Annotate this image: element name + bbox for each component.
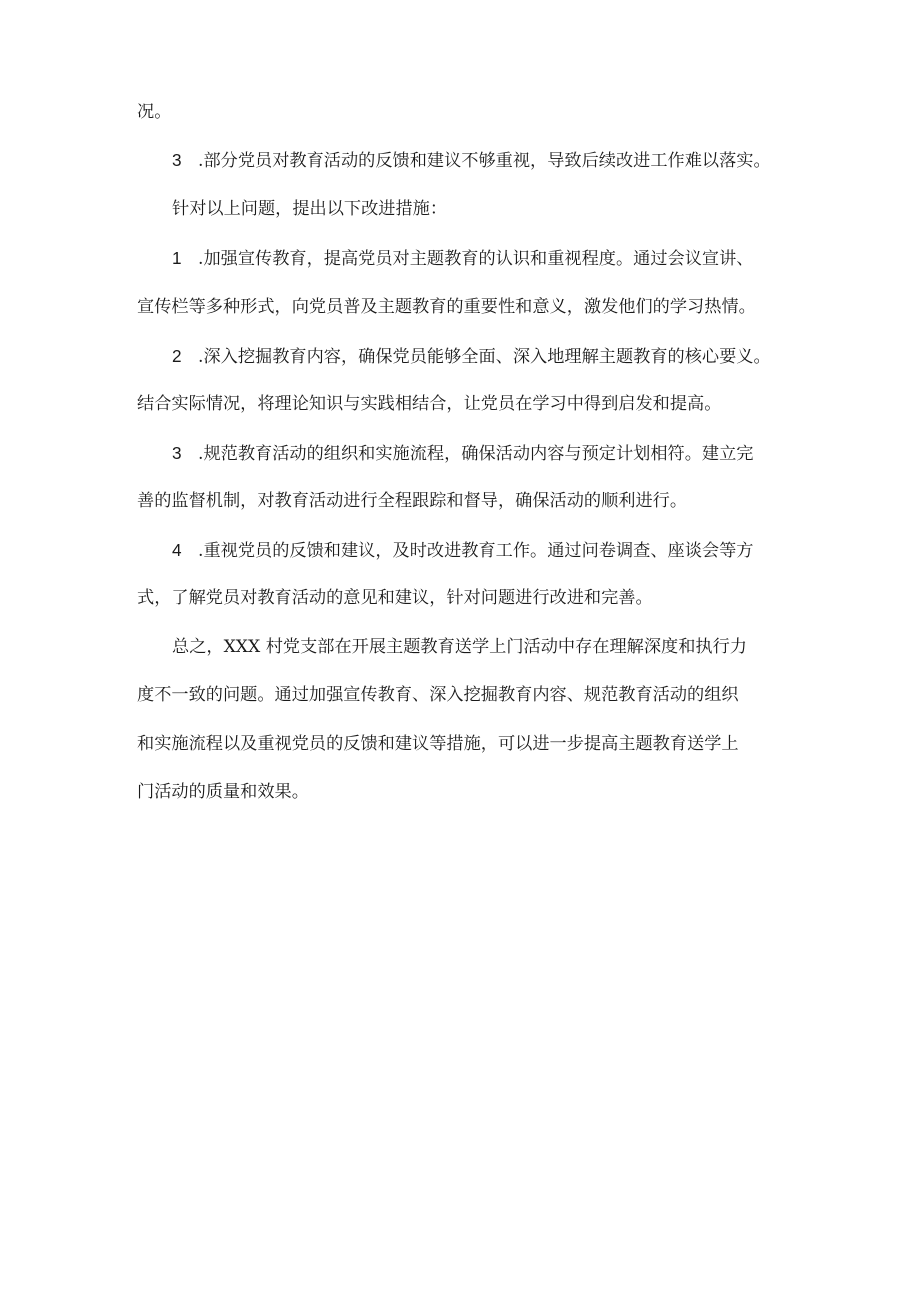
text-line: [137, 392, 797, 416]
list-number: 2: [172, 346, 182, 366]
list-number: 4: [172, 540, 182, 560]
line-text: 况。: [137, 102, 172, 122]
line-text: 总之，XXX 村党支部在开展主题教育送学上门活动中存在理解深度和执行力: [172, 637, 747, 657]
line-text: .加强宣传教育，提高党员对主题教育的认识和重视程度。通过会议宣讲、: [198, 249, 754, 269]
line-text: .部分党员对教育活动的反馈和建议不够重视，导致后续改进工作难以落实。: [198, 151, 771, 171]
text-line: [137, 295, 797, 319]
text-line: [137, 683, 797, 707]
text-line: [172, 197, 797, 221]
line-text: 善的监督机制，对教育活动进行全程跟踪和督导，确保活动的顺利进行。: [137, 491, 688, 511]
line-text: 度不一致的问题。通过加强宣传教育、深入挖掘教育内容、规范教育活动的组织: [137, 685, 739, 705]
text-line: [137, 100, 797, 124]
line-text: 和实施流程以及重视党员的反馈和建议等措施，可以进一步提高主题教育送学上: [137, 734, 739, 754]
line-text: .深入挖掘教育内容，确保党员能够全面、深入地理解主题教育的核心要义。: [198, 347, 771, 367]
list-number: 3: [172, 150, 182, 170]
list-item: [172, 246, 797, 271]
list-item: [172, 441, 797, 466]
list-number: 3: [172, 443, 182, 463]
text-line: [137, 732, 797, 756]
line-text: .规范教育活动的组织和实施流程，确保活动内容与预定计划相符。建立完: [198, 444, 754, 464]
line-text: .重视党员的反馈和建议，及时改进教育工作。通过问卷调查、座谈会等方: [198, 541, 754, 561]
text-line: [137, 489, 797, 513]
list-item: [172, 344, 797, 369]
line-text: 式，了解党员对教育活动的意见和建议，针对问题进行改进和完善。: [137, 588, 653, 608]
text-line: [172, 635, 797, 659]
line-text: 针对以上问题，提出以下改进措施：: [172, 199, 448, 219]
text-line: [137, 586, 797, 610]
line-text: 宣传栏等多种形式，向党员普及主题教育的重要性和意义，激发他们的学习热情。: [137, 297, 756, 317]
list-item: [172, 538, 797, 563]
text-line: [137, 780, 797, 804]
list-item: [172, 148, 797, 173]
list-number: 1: [172, 248, 182, 268]
line-text: 结合实际情况，将理论知识与实践相结合，让党员在学习中得到启发和提高。: [137, 394, 722, 414]
line-text: 门活动的质量和效果。: [137, 782, 309, 802]
